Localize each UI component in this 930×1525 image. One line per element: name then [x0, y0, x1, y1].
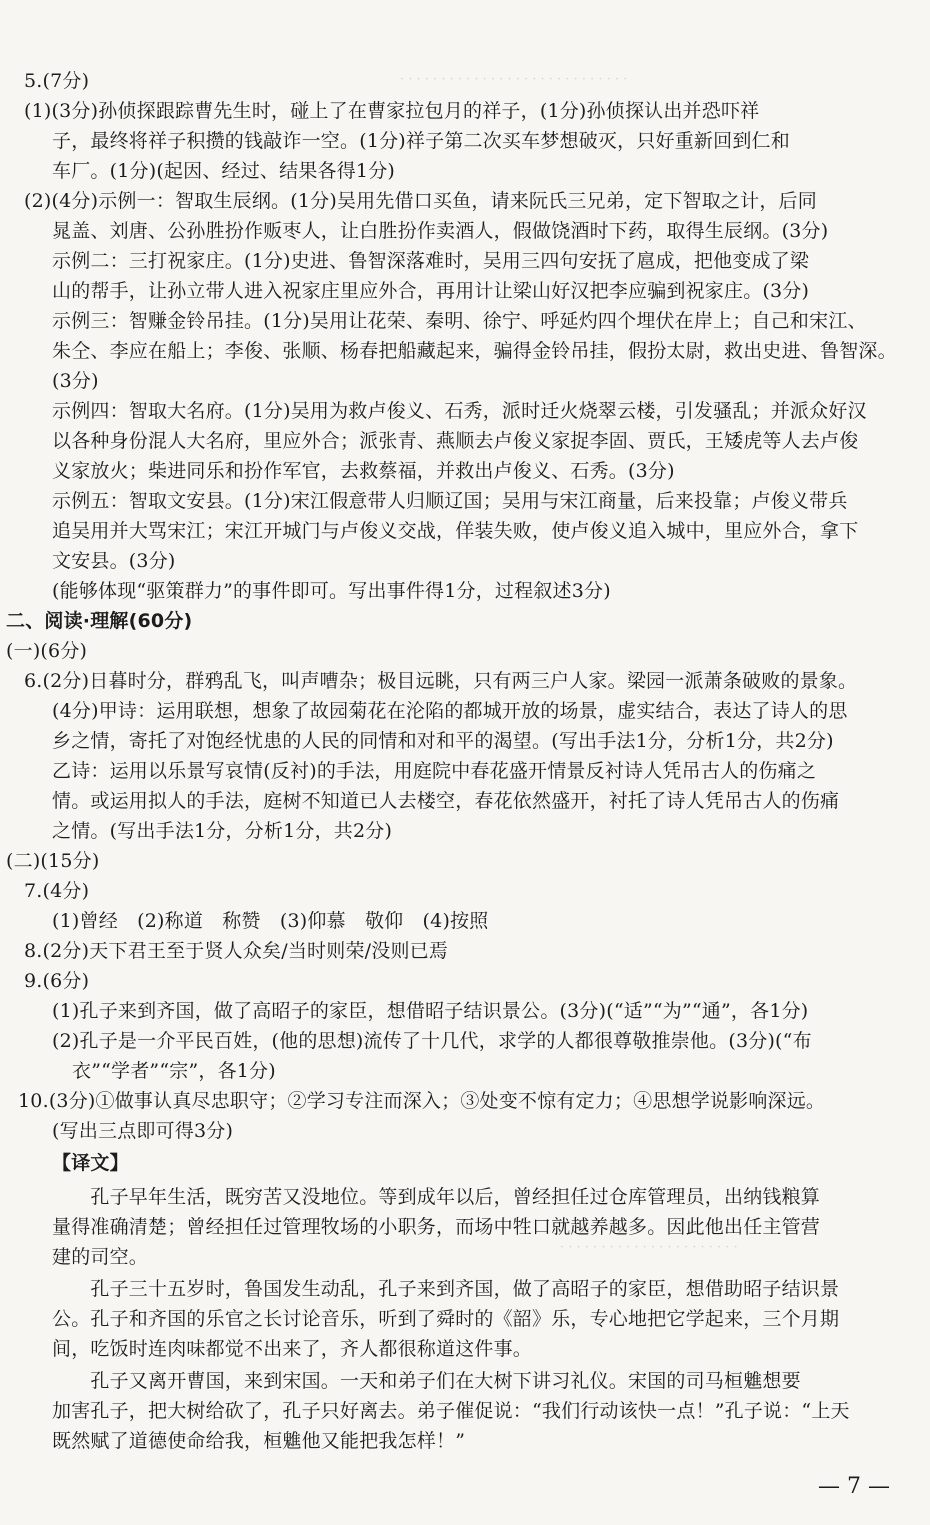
q5-part1-line: (1)(3分)孙侦探跟踪曹先生时，碰上了在曹家拉包月的祥子，(1分)孙侦探认出并恐吓祥: [24, 100, 760, 122]
q9-line: (2)孔子是一介平民百姓，(他的思想)流传了十几代，求学的人都很尊敬推崇他。(3分)(“布: [52, 1030, 812, 1052]
q5-part2-line: (2)(4分)示例一：智取生辰纲。(1分)吴用先借口买鱼，请来阮氏三兄弟，定下智取之计，后同: [24, 190, 817, 212]
q5-part2-line: 示例二：三打祝家庄。(1分)史进、鲁智深落难时，吴用三四句安抚了扈成，把他变成了梁: [52, 250, 810, 272]
q6-line: 乡之情，寄托了对饱经忧患的人民的同情和对和平的渴望。(写出手法1分，分析1分，共2分): [52, 730, 834, 752]
q8-line: 8.(2分)天下君王至于贤人众矣/当时则荣/没则已焉: [24, 940, 449, 962]
translation-line: 既然赋了道德使命给我，桓魋他又能把我怎样！”: [52, 1430, 466, 1452]
q6-line: 情。或运用拟人的手法，庭树不知道已人去楼空，春花依然盛开，衬托了诗人凭吊古人的伤痛: [52, 790, 840, 812]
q5-part1-line: 子，最终将祥子积攒的钱敲诈一空。(1分)祥子第二次买车梦想破灭，只好重新回到仁和: [52, 130, 790, 152]
q9-heading: 9.(6分): [24, 970, 90, 992]
q7-heading: 7.(4分): [24, 880, 90, 902]
q7-answers: (1)曾经 (2)称道 称赞 (3)仰慕 敬仰 (4)按照: [52, 910, 489, 932]
q5-part2-line: 文安县。(3分): [52, 550, 176, 572]
q9-line: 衣”“学者”“宗”，各1分): [72, 1060, 276, 1082]
translation-line: 公。孔子和齐国的乐官之长讨论音乐，听到了舜时的《韶》乐，专心地把它学起来，三个月期: [52, 1308, 840, 1330]
q5-part2-line: 晁盖、刘唐、公孙胜扮作贩枣人，让白胜扮作卖酒人，假做饶酒时下药，取得生辰纲。(3分): [52, 220, 829, 242]
part-heading: (二)(15分): [6, 850, 100, 872]
q5-part2-line: (能够体现“驱策群力”的事件即可。写出事件得1分，过程叙述3分): [52, 580, 611, 602]
q5-part2-line: 山的帮手，让孙立带人进入祝家庄里应外合，再用计让梁山好汉把李应骗到祝家庄。(3分): [52, 280, 810, 302]
q5-part2-line: (3分): [52, 370, 99, 392]
q6-line: (4分)甲诗：运用联想，想象了故园菊花在沦陷的都城开放的场景，虚实结合，表达了诗人的思: [52, 700, 848, 722]
page-number: — 7 —: [818, 1474, 890, 1499]
q5-part2-line: 以各种身份混人大名府，里应外合；派张青、燕顺去卢俊义家捉李固、贾氏，王矮虎等人去卢俊: [52, 430, 859, 452]
translation-line: 孔子又离开曹国，来到宋国。一天和弟子们在大树下讲习礼仪。宋国的司马桓魋想要: [52, 1370, 801, 1392]
q6-line: 之情。(写出手法1分，分析1分，共2分): [52, 820, 393, 842]
q5-part2-line: 义家放火；柴进同乐和扮作军官，去救蔡福，并救出卢俊义、石秀。(3分): [52, 460, 675, 482]
translation-line: 建的司空。: [52, 1246, 149, 1268]
translation-line: 孔子三十五岁时，鲁国发生动乱，孔子来到齐国，做了高昭子的家臣，想借助昭子结识景: [52, 1278, 840, 1300]
translation-line: 间，吃饭时连肉味都觉不出来了，齐人都很称道这件事。: [52, 1338, 533, 1360]
q10-line: (写出三点即可得3分): [52, 1120, 234, 1142]
translation-line: 孔子早年生活，既穷苦又没地位。等到成年以后，曾经担任过仓库管理员，出纳钱粮算: [52, 1186, 821, 1208]
translation-line: 量得准确清楚；曾经担任过管理牧场的小职务，而场中牲口就越养越多。因此他出任主管营: [52, 1216, 821, 1238]
q5-heading: 5.(7分): [24, 70, 90, 92]
q5-part1-line: 车厂。(1分)(起因、经过、结果各得1分): [52, 160, 396, 182]
part-heading: (一)(6分): [6, 640, 88, 662]
q5-part2-line: 追吴用并大骂宋江；宋江开城门与卢俊义交战，佯装失败，使卢俊义追入城中，里应外合，拿下: [52, 520, 859, 542]
translation-line: 加害孔子，把大树给砍了，孔子只好离去。弟子催促说：“我们行动该快一点！”孔子说：“上天: [52, 1400, 850, 1422]
q6-line: 乙诗：运用以乐景写哀情(反衬)的手法，用庭院中春花盛开情景反衬诗人凭吊古人的伤痛之: [52, 760, 817, 782]
q10-line: 10.(3分)①做事认真尽忠职守；②学习专注而深入；③处变不惊有定力；④思想学说影响深远。: [18, 1090, 826, 1112]
q5-part2-line: 示例五：智取文安县。(1分)宋江假意带人归顺辽国；吴用与宋江商量，后来投靠；卢俊义带兵: [52, 490, 848, 512]
translation-label: 【译文】: [52, 1152, 129, 1174]
q5-part2-line: 示例四：智取大名府。(1分)吴用为救卢俊义、石秀，派时迁火烧翠云楼，引发骚乱；并派众好汉: [52, 400, 867, 422]
bleed-through-decoration: · · · · · · · · · · · · · · · · · · · · · ·: [560, 1240, 738, 1255]
q9-line: (1)孔子来到齐国，做了高昭子的家臣，想借昭子结识景公。(3分)(“适”“为”“通”，各1分): [52, 1000, 809, 1022]
bleed-through-decoration: · · · · · · · · · · · · · · · · · · · · · · · · · · · ·: [400, 72, 628, 87]
section-title: 二、阅读·理解(60分): [6, 610, 193, 632]
q6-line: 6.(2分)日暮时分，群鸦乱飞，叫声嘈杂；极目远眺，只有两三户人家。梁园一派萧条破败的景象。: [24, 670, 858, 692]
q5-part2-line: 示例三：智赚金铃吊挂。(1分)吴用让花荣、秦明、徐宁、呼延灼四个埋伏在岸上；自己和宋江、: [52, 310, 867, 332]
q5-part2-line: 朱仝、李应在船上；李俊、张顺、杨春把船藏起来，骗得金铃吊挂，假扮太尉，救出史进、鲁智深。: [52, 340, 897, 362]
